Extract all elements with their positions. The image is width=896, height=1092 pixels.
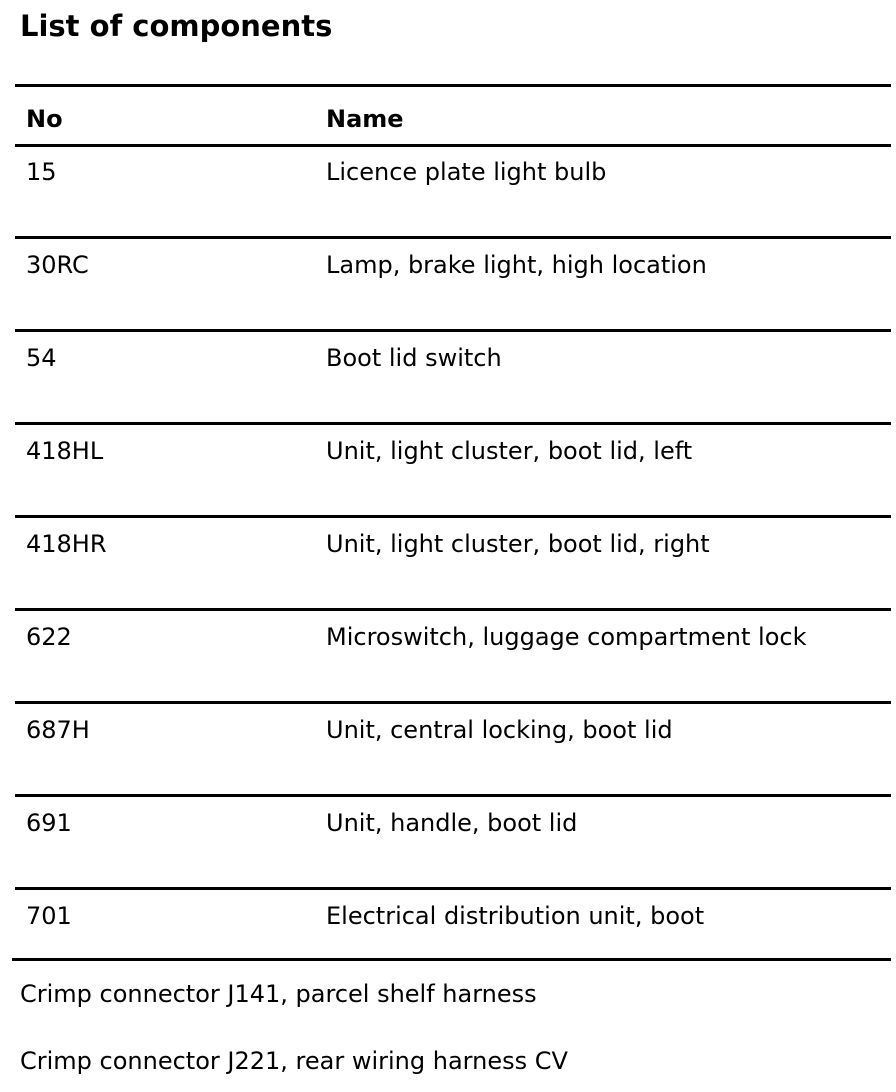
note-crimp-connector-j221: Crimp connector J221, rear wiring harness CV (20, 1047, 568, 1075)
row-divider (15, 515, 891, 518)
row-5-no: 418HR (26, 530, 107, 558)
row-divider (15, 794, 891, 797)
table-top-rule (15, 84, 891, 87)
table-bottom-rule (12, 958, 891, 961)
row-6-name: Microswitch, luggage compartment lock (326, 623, 807, 651)
column-header-no: No (26, 105, 63, 133)
header-rule (15, 144, 891, 147)
row-6-no: 622 (26, 623, 72, 651)
row-divider (15, 329, 891, 332)
row-1-name: Licence plate light bulb (326, 158, 607, 186)
row-3-no: 54 (26, 344, 57, 372)
note-crimp-connector-j141: Crimp connector J141, parcel shelf harness (20, 980, 537, 1008)
row-4-no: 418HL (26, 437, 104, 465)
row-9-name: Electrical distribution unit, boot (326, 902, 705, 930)
row-9-no: 701 (26, 902, 72, 930)
row-3-name: Boot lid switch (326, 344, 502, 372)
row-8-name: Unit, handle, boot lid (326, 809, 578, 837)
row-8-no: 691 (26, 809, 72, 837)
row-1-no: 15 (26, 158, 57, 186)
page-title: List of components (20, 9, 333, 43)
row-divider (15, 701, 891, 704)
row-7-name: Unit, central locking, boot lid (326, 716, 673, 744)
row-4-name: Unit, light cluster, boot lid, left (326, 437, 693, 465)
column-header-name: Name (326, 105, 404, 133)
row-divider (15, 887, 891, 890)
row-7-no: 687H (26, 716, 90, 744)
row-divider (15, 422, 891, 425)
row-2-name: Lamp, brake light, high location (326, 251, 707, 279)
row-divider (15, 236, 891, 239)
row-5-name: Unit, light cluster, boot lid, right (326, 530, 710, 558)
row-2-no: 30RC (26, 251, 89, 279)
row-divider (15, 608, 891, 611)
